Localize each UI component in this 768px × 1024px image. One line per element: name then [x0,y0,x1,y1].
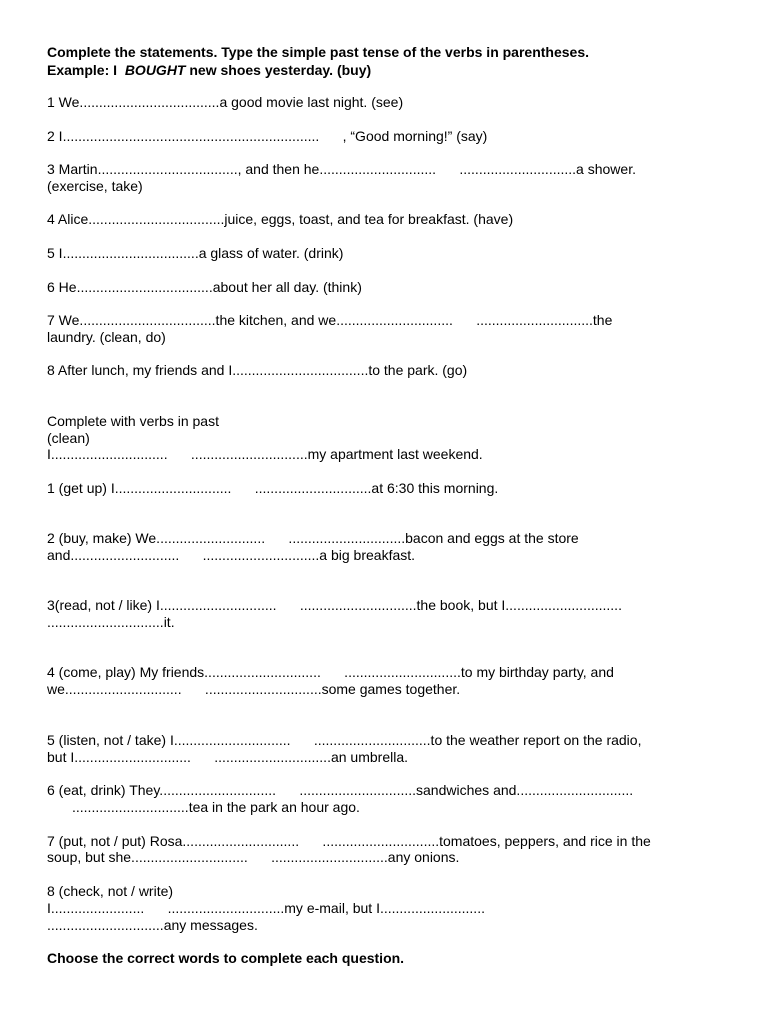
past-item-2: 2 (buy, make) We............................ ..............................bacon and eggs at the store [47,530,579,546]
exercise-item-6: 6 He...................................about her all day. (think) [47,279,362,295]
past-item-5: 5 (listen, not / take) I.............................. ..............................to the weather report on the radio, [47,732,642,748]
exercise-item-8: 8 After lunch, my friends and I...................................to the park. (go) [47,362,468,378]
example-sentence: I.............................. ..............................my apartment last weekend. [47,446,483,462]
exercise-item-4: 4 Alice...................................juice, eggs, toast, and tea for breakfast. (have) [47,211,514,227]
past-item-2-cont: and............................ ..............................a big breakfast. [47,547,416,563]
section-title: Complete with verbs in past [47,413,219,429]
exercise-item-5: 5 I...................................a glass of water. (drink) [47,245,344,261]
past-item-6-cont: ..............................tea in the park an hour ago. [72,799,360,815]
past-item-4-cont: we.............................. ..............................some games together. [47,681,461,697]
past-item-4: 4 (come, play) My friends.............................. ..............................to my birthday party, and [47,664,614,680]
past-item-3: 3(read, not / like) I.............................. ..............................the book, but I.............................. [47,597,622,613]
past-item-8-cont: ..............................any messages. [47,917,258,933]
exercise-item-1: 1 We....................................a good movie last night. (see) [47,94,404,110]
example-line [47,62,371,79]
exercise-item-7: 7 We...................................the kitchen, and we.............................. ..............................the [47,312,613,328]
example-verb: BOUGHT [124,62,186,78]
exercise-item-3-verbs: (exercise, take) [47,178,143,194]
past-item-8-line: I........................ ..............................my e-mail, but I........................... [47,900,485,916]
past-item-7-cont: soup, but she.............................. ..............................any onions. [47,849,460,865]
example-suffix: new shoes yesterday. (buy) [185,62,372,78]
exercise-item-2: 2 I.................................................................. , “Good morning!” (say) [47,128,488,144]
exercise-item-7-verbs: laundry. (clean, do) [47,329,166,345]
past-item-1: 1 (get up) I.............................. ..............................at 6:30 this morning. [47,480,499,496]
exercise-item-3: 3 Martin...................................., and then he.............................. ..............................a shower. [47,161,636,177]
example-verbs: (clean) [47,430,90,446]
past-item-7: 7 (put, not / put) Rosa.............................. ..............................tomatoes, peppers, and rice in the [47,833,651,849]
part3-title: Choose the correct words to complete each question. [47,950,405,966]
past-item-3-cont: ..............................it. [47,614,175,630]
instructions-line: Complete the statements. Type the simple past tense of the verbs in parentheses. [47,44,590,60]
example-prefix: Example: I [47,62,125,78]
past-item-6: 6 (eat, drink) They.............................. ..............................sandwiches and.............................. [47,782,634,798]
past-item-8: 8 (check, not / write) [47,883,174,899]
past-item-5-cont: but I.............................. ..............................an umbrella. [47,749,408,765]
